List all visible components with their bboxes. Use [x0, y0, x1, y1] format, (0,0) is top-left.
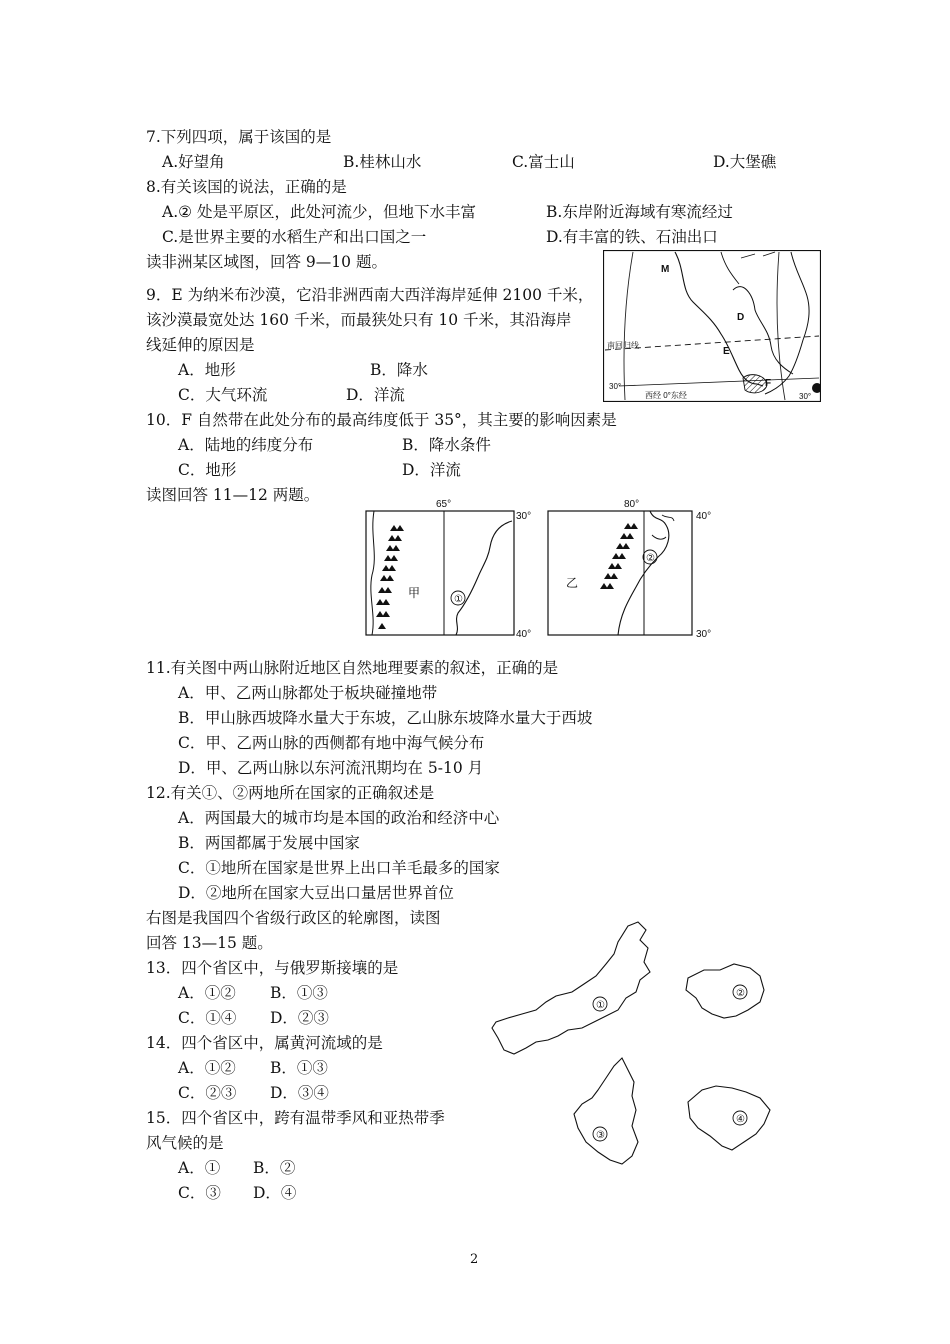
- q12-option-b: B．两国都属于发展中国家: [178, 834, 360, 852]
- q13-option-c: C．①④: [178, 1009, 237, 1027]
- q12-option-d: D．②地所在国家大豆出口量居世界首位: [178, 884, 454, 902]
- q10-option-a: A．陆地的纬度分布: [178, 436, 314, 454]
- mountain-ranges-map: [362, 495, 724, 643]
- left-lon-label: 65°: [436, 499, 452, 510]
- province-3-label: ③: [596, 1130, 605, 1141]
- q9-stem-3: 线延伸的原因是: [146, 336, 255, 354]
- q12-option-a: A．两国最大的城市均是本国的政治和经济中心: [178, 809, 500, 827]
- q12-option-c: C．①地所在国家是世界上出口羊毛最多的国家: [178, 859, 500, 877]
- q10-stem: 10．F 自然带在此处分布的最高纬度低于 35°，其主要的影响因素是: [146, 411, 617, 429]
- q9-stem-2: 该沙漠最宽处达 160 千米，而最狭处只有 10 千米，其沿海岸: [146, 311, 572, 329]
- lon-label: 西经 0°东经: [645, 391, 687, 400]
- q15-option-d: D．④: [253, 1184, 297, 1202]
- q8-option-d: D.有丰富的铁、石油出口: [546, 228, 718, 246]
- intro-13-15-line1: 右图是我国四个省级行政区的轮廓图，读图: [146, 909, 441, 927]
- q7-stem: 7.下列四项，属于该国的是: [146, 128, 332, 146]
- intro-9-10: 读非洲某区域图，回答 9—10 题。: [146, 253, 387, 271]
- right-panel-mountains: [548, 499, 711, 640]
- q7-option-a: A.好望角: [162, 153, 225, 171]
- q11-option-c: C．甲、乙两山脉的西侧都有地中海气候分布: [178, 734, 485, 752]
- province-1-outline: [492, 922, 650, 1054]
- label-e: E: [723, 346, 730, 357]
- province-4-label: ④: [736, 1114, 745, 1125]
- left-lat-bottom: 40°: [516, 629, 532, 640]
- right-lat-bottom: 30°: [696, 629, 712, 640]
- q9-option-a: A．地形: [178, 361, 236, 379]
- label-f: F: [765, 378, 772, 389]
- q9-option-c: C．大气环流: [178, 386, 268, 404]
- province-3-outline: [574, 1058, 638, 1164]
- q12-stem: 12.有关①、②两地所在国家的正确叙述是: [146, 784, 435, 802]
- q13-option-d: D．②③: [270, 1009, 329, 1027]
- q11-option-b: B．甲山脉西坡降水量大于东坡，乙山脉东坡降水量大于西坡: [178, 709, 593, 727]
- place-2-label: ②: [646, 553, 655, 564]
- q11-option-a: A．甲、乙两山脉都处于板块碰撞地带: [178, 684, 438, 702]
- q13-option-b: B．①③: [270, 984, 328, 1002]
- q15-option-c: C．③: [178, 1184, 221, 1202]
- q13-stem: 13．四个省区中，与俄罗斯接壤的是: [146, 959, 399, 977]
- right-lat-top: 40°: [696, 511, 712, 522]
- q14-option-c: C．②③: [178, 1084, 237, 1102]
- q15-stem-2: 风气候的是: [146, 1134, 224, 1152]
- mountain-yi-label: 乙: [566, 576, 579, 590]
- q8-option-a: A.② 处是平原区，此处河流少，但地下水丰富: [162, 203, 476, 221]
- intro-11-12: 读图回答 11—12 两题。: [146, 486, 320, 504]
- province-1-label: ①: [596, 1000, 605, 1011]
- q7-option-d: D.大堡礁: [713, 153, 777, 171]
- q9-option-d: D．洋流: [346, 386, 405, 404]
- q14-option-a: A．①②: [178, 1059, 236, 1077]
- province-4-outline: [688, 1086, 770, 1150]
- q10-option-d: D．洋流: [402, 461, 461, 479]
- q11-stem: 11.有关图中两山脉附近地区自然地理要素的叙述，正确的是: [146, 659, 559, 677]
- q7-option-c: C.富士山: [512, 153, 575, 171]
- tropic-label: 南回归线: [607, 341, 639, 350]
- q9-stem-1: 9．E 为纳米布沙漠，它沿非洲西南大西洋海岸延伸 2100 千米，: [146, 286, 594, 304]
- left-panel-andes: [366, 499, 531, 640]
- page-number: 2: [470, 1252, 479, 1267]
- label-d: D: [737, 312, 745, 323]
- africa-region-map: [603, 250, 821, 402]
- q15-option-b: B．②: [253, 1159, 296, 1177]
- lat-30-label-right: 30°: [799, 392, 812, 401]
- q9-option-b: B．降水: [370, 361, 428, 379]
- place-1-label: ①: [454, 594, 463, 605]
- province-outlines-figure: [488, 918, 788, 1168]
- q8-option-b: B.东岸附近海域有寒流经过: [546, 203, 733, 221]
- q14-stem: 14．四个省区中，属黄河流域的是: [146, 1034, 383, 1052]
- right-lon-label: 80°: [624, 499, 640, 510]
- label-m: M: [661, 264, 670, 275]
- q15-stem-1: 15．四个省区中，跨有温带季风和亚热带季: [146, 1109, 445, 1127]
- q11-option-d: D．甲、乙两山脉以东河流汛期均在 5-10 月: [178, 759, 484, 777]
- q15-option-a: A．①: [178, 1159, 221, 1177]
- q13-option-a: A．①②: [178, 984, 236, 1002]
- left-lat-top: 30°: [516, 511, 532, 522]
- q8-option-c: C.是世界主要的水稻生产和出口国之一: [162, 228, 427, 246]
- lat-30-label: 30°: [609, 382, 622, 391]
- q10-option-c: C．地形: [178, 461, 237, 479]
- province-2-label: ②: [736, 988, 745, 999]
- intro-13-15-line2: 回答 13—15 题。: [146, 934, 273, 952]
- q14-option-d: D．③④: [270, 1084, 329, 1102]
- province-2-outline: [686, 964, 764, 1018]
- q7-option-b: B.桂林山水: [343, 153, 422, 171]
- q14-option-b: B．①③: [270, 1059, 328, 1077]
- q10-option-b: B．降水条件: [402, 436, 491, 454]
- q8-stem: 8.有关该国的说法，正确的是: [146, 178, 347, 196]
- mountain-jia-label: 甲: [408, 586, 421, 600]
